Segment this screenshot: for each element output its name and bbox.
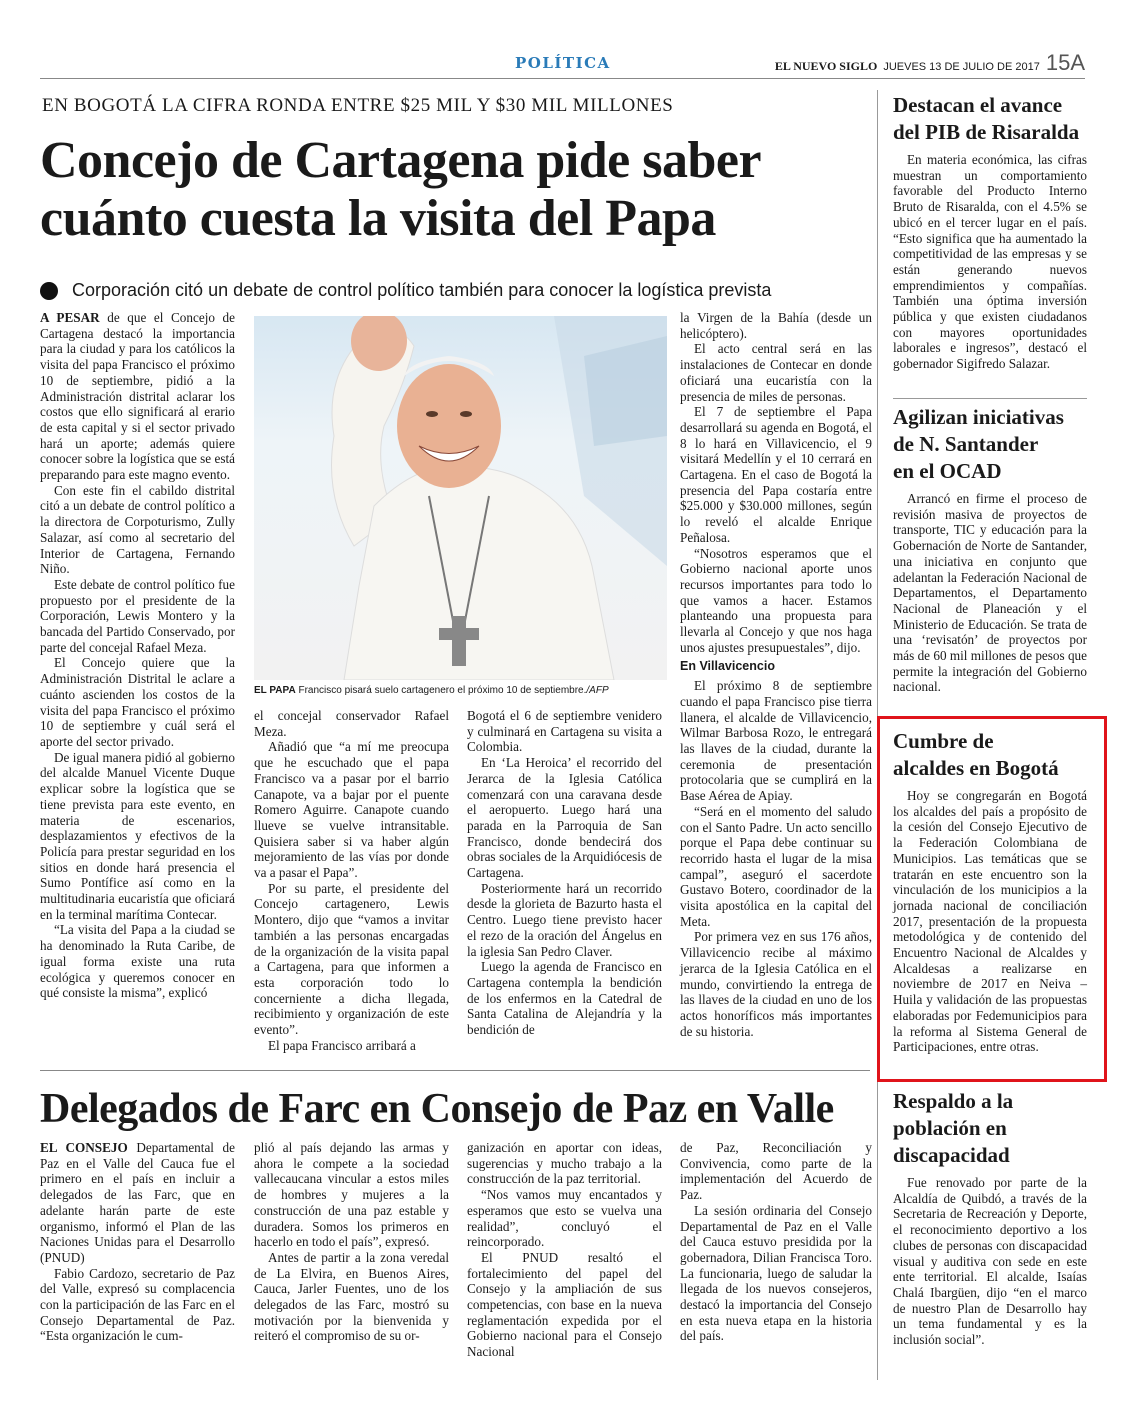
publication-date: JUEVES 13 DE JULIO DE 2017 xyxy=(883,61,1040,73)
paragraph: Añadió que “a mí me preocupa que he escuchado que el papa Francisco va a pasar por el barrio Canapote, va a bajar por el puente Romero Aguirre. Canapote cuando llueve se vuelve intransitable. Quisiera saber si va haber algún mejoramiento de las vías por donde va a pasar el Papa”. xyxy=(254,739,449,881)
paragraph: “Nosotros esperamos que el Gobierno nacional aporte unos recursos importantes para todo lo que vamos a hacer. Estamos planteando una propuesta para llevarla al Concejo y que nos haga unos ajustes presupuestales”, dijo. xyxy=(680,545,872,655)
section-label: POLÍTICA xyxy=(515,54,611,72)
paragraph: Este debate de control político fue propuesto por el presidente de la Corporación, Lewis Montero y la bancada del Partido Conservado, por parte del concejal Rafael Meza. xyxy=(40,576,235,655)
paragraph: De igual manera pidió al gobierno del alcalde Manuel Vicente Duque explicar sobre la logística que se tiene prevista para este evento, en materia de escenarios, desplazamientos y efectivos de la Policía para prestar seguridad en los sitios en donde hará presencia el Sumo Pontífice así como en la multitudinaria eucaristía que oficiará en la terminal marítima Contecar. xyxy=(40,749,235,922)
main-col-3 xyxy=(467,708,662,1038)
second-col-2 xyxy=(254,1140,449,1344)
main-headline xyxy=(40,132,860,248)
sidebar-item-discapacidad xyxy=(893,1088,1087,1348)
sidebar-item-cumbre xyxy=(893,728,1087,1055)
paragraph: Con este fin el cabildo distrital citó a un debate de control político a la directora de Corpoturismo, Zully Salazar, así como al secretario del Interior de Cartagena, Fernando Niño. xyxy=(40,482,235,577)
header-rule xyxy=(40,78,1085,79)
paragraph: Fabio Cardozo, secretario de Paz del Valle, expresó su complacencia con la participación de las Farc en el Consejo Departamental de Paz. “Esta organización le cum- xyxy=(40,1265,235,1344)
main-col-1 xyxy=(40,310,235,1001)
sidebar-title xyxy=(893,728,1087,782)
sidebar-divider xyxy=(893,398,1087,399)
sidebar-body: Hoy se congregarán en Bogotá los alcaldes del país a propósito de la cesión del Consejo Ejecutivo de la Federación Colombiana de Municipios. Las temáticas que se tratarán en este encuentro son la vinculación de los municipios a la jornada nacional de conciliación 2017, presentación de la propuesta metodológica y de contenido del Encuentro Nacional de Alcaldes y Alcaldesas a realizarse en noviembre de 2017 en Neiva – Huila y validación de las propuestas elaboradas por Fedemunicipios para la reforma al Sistema General de Participaciones, entre otras. xyxy=(893,788,1087,1055)
paragraph: Posteriormente hará un recorrido desde la glorieta de Bazurto hasta el Centro. Luego tiene previsto hacer el rezo de la oración del Ángelus en la iglesia San Pedro Claver. xyxy=(467,880,662,959)
paragraph: ganización en aportar con ideas, sugerencias y mucho trabajo a la construcción de la paz territorial. xyxy=(467,1140,662,1187)
main-headline-line1: Concejo de Cartagena pide saber xyxy=(40,132,762,189)
paragraph: La sesión ordinaria del Consejo Departamental de Paz en el Valle del Cauca estuvo presidida por la gobernadora, Dilian Francisca Toro. La funcionaria, luego de saludar la llegada de los nuevos consejeros, destacó la importancia del Consejo en esta nueva etapa en la historia del país. xyxy=(680,1202,872,1344)
paragraph xyxy=(40,1140,235,1266)
sidebar-title xyxy=(893,1088,1087,1169)
paragraph: “Nos vamos muy encantados y esperamos que esto se vuelva una realidad”, concluyó el reincorporado. xyxy=(467,1187,662,1250)
paragraph: plió al país dejando las armas y ahora le compete a la sociedad vallecaucana vincular a estos miles de hombres y mujeres a la construcción de una paz estable y duradera. Somos los primeros en hacerlo en todo el país”, expresó. xyxy=(254,1140,449,1250)
sidebar-title-line: Cumbre de xyxy=(893,729,994,753)
sidebar-title-line: en el OCAD xyxy=(893,459,1002,483)
paragraph-text: de que el Concejo de Cartagena destacó la importancia para la ciudad y para los católicos la visita del papa Francisco el próximo 10 de septiembre, pidió a la Administración distrital aclarar los costos que ello significará al erario de esta capital y si el sector privado hará un aporte; además quiere conocer sobre la logística que se está preparando para este magno evento. xyxy=(40,310,235,483)
sidebar-body: Fue renovado por parte de la Alcaldía de Quibdó, a través de la Secretaria de Recreación y Deporte, el reconocimiento deportivo a los clubes de personas con discapacidad visual y auditiva con sede en este ente territorial. El alcalde, Isaías Chalá Ibargüen, dijo “en el marco de nuestro Plan de Desarrollo hay un tema fundamental y es la inclusión social”. xyxy=(893,1175,1087,1348)
paragraph: Bogotá el 6 de septiembre venidero y culminará en Cartagena su visita a Colombia. xyxy=(467,708,662,755)
paragraph: Luego la agenda de Francisco en Cartagena contempla la bendición de los enfermos en la Catedral de Santa Catalina de Alejandría y la bendición de xyxy=(467,959,662,1038)
paragraph: El próximo 8 de septiembre cuando el papa Francisco pise tierra llanera, el alcalde de Villavicencio, Wilmar Barbosa Rozo, le entregará las llaves de la ciudad, durante la ceremonia de presentación protocolaria que se cumplirá en la Base Aérea de Apiay. xyxy=(680,678,872,804)
photo-caption xyxy=(254,685,667,696)
main-deck xyxy=(40,280,771,301)
main-col-4 xyxy=(680,310,872,1039)
sidebar-title-line: Destacan el avance xyxy=(893,93,1063,117)
sidebar-title-line: Agilizan iniciativas xyxy=(893,405,1064,429)
publication-name: EL NUEVO SIGLO xyxy=(774,59,878,73)
caption-text: Francisco pisará suelo cartagenero el próximo 10 de septiembre. xyxy=(295,685,587,696)
main-kicker: EN BOGOTÁ LA CIFRA RONDA ENTRE $25 MIL Y $30 MIL MILLONES xyxy=(42,95,674,116)
main-headline-line2: cuánto cuesta la visita del Papa xyxy=(40,190,716,247)
sidebar-title-line: alcaldes en Bogotá xyxy=(893,756,1059,780)
paragraph xyxy=(40,310,235,483)
sidebar-title-line: de N. Santander xyxy=(893,432,1039,456)
paragraph: En ‘La Heroica’ el recorrido del Jerarca de la Iglesia Católica comenzará con una caravana desde el aeropuerto. Luego hará una parada en la Parroquia de San Francisco, donde bendecirá dos obras sociales de la Arquidiócesis de Cartagena. xyxy=(467,755,662,881)
paragraph: la Virgen de la Bahía (desde un helicóptero). xyxy=(680,310,872,341)
bullet-icon xyxy=(40,282,58,300)
paragraph: El Concejo quiere que la Administración Distrital le aclare a cuánto ascienden los costos de la visita del papa Francisco el próximo 10 de septiembre y cuál será el aporte del sector privado. xyxy=(40,655,235,749)
sidebar-title-line: del PIB de Risaralda xyxy=(893,120,1080,144)
second-headline: Delegados de Farc en Consejo de Paz en Valle xyxy=(40,1086,834,1132)
paragraph: de Paz, Reconciliación y Convivencia, como parte de la implementación del Acuerdo de Paz. xyxy=(680,1140,872,1203)
sidebar-title-line: Respaldo a la xyxy=(893,1089,1014,1113)
sidebar-title-line: población en xyxy=(893,1116,1007,1140)
sidebar-item-santander xyxy=(893,404,1087,695)
paragraph: “La visita del Papa a la ciudad se ha denominado la Ruta Caribe, de igual forma existe una ruta ecológica y queremos conocer en qué consiste la misma”, explicó xyxy=(40,922,235,1001)
second-col-1 xyxy=(40,1140,235,1344)
paragraph: el concejal conservador Rafael Meza. xyxy=(254,708,449,739)
lead-word: A PESAR xyxy=(40,310,100,325)
sidebar-item-risaralda xyxy=(893,92,1087,372)
pope-illustration xyxy=(254,316,667,680)
paragraph: El acto central será en las instalaciones de Contecar en donde oficiará una eucaristía con la presencia de miles de personas. xyxy=(680,341,872,404)
paragraph: Por su parte, el presidente del Concejo cartagenero, Lewis Montero, dijo que “vamos a invitar también a las personas encargadas de la organización de la visita papal a Cartagena, para que informen a esta corporación todo lo concerniente a dicha llegada, recibimiento y organización de este evento”. xyxy=(254,880,449,1038)
subheading: En Villavicencio xyxy=(680,659,775,674)
paragraph: “Será en el momento del saludo con el Santo Padre. Un acto sencillo porque el Papa debe continuar su recorrido hasta el lugar de la misa campal”, aseguró el sacerdote Gustavo Botero, coordinador de la visita apostólica en la capital del Meta. xyxy=(680,803,872,929)
second-col-4 xyxy=(680,1140,872,1344)
sidebar-body: Arrancó en firme el proceso de revisión masiva de proyectos de transporte, TIC y educación para la Gobernación de Norte de Santander, una iniciativa en conjunto que adelantan la Federación Nacional de Departamentos, el Departamento Nacional de Planeación y el Ministerio de Educación. Se trata de una ‘revisatón’ de proyectos por más de 60 mil millones de pesos que permite la integración del Gobierno nacional. xyxy=(893,491,1087,695)
pope-photo xyxy=(254,316,667,680)
paragraph: El papa Francisco arribará a xyxy=(268,1037,416,1053)
paragraph: El PNUD resaltó el fortalecimiento del papel del Consejo y la ampliación de sus competencias, con base en la nueva reglamentación expedida por el Gobierno nacional para el Consejo Nacional xyxy=(467,1249,662,1360)
story-divider xyxy=(40,1070,870,1071)
paragraph: Antes de partir a la zona veredal de La Elvira, en Buenos Aires, Cauca, Jarler Fuentes, uno de los delegados de las Farc, mostró su motivación por la bienvenida y reiteró el compromiso de su or- xyxy=(254,1249,449,1344)
main-col-2 xyxy=(254,708,449,1053)
paragraph: Por primera vez en sus 176 años, Villavicencio recibe al máximo jerarca de la Iglesia Católica en el mundo, convirtiendo la entrega de las llaves de la ciudad en uno de los actos honoríficos más importantes de su historia. xyxy=(680,929,872,1039)
second-col-3 xyxy=(467,1140,662,1360)
paragraph-text: Departamental de Paz en el Valle del Cauca fue el primero en el país en incluir a delegados de las Farc, que en adelante harán parte de este organismo, informó el Plan de las Naciones Unidas para el Desarrollo (PNUD) xyxy=(40,1140,235,1265)
sidebar-body: En materia económica, las cifras muestran un comportamiento favorable del Producto Interno Bruto de Risaralda, con el 4.5% se ubicó en el tercer lugar en el país. “Esto significa que ha aumentado la competitividad de las empresas y se están generando nuevos emprendimientos y compañías. También una óptima inversión pública y que existen ciudadanos con mayores oportunidades laborales e ingresos”, destacó el gobernador Sigifredo Salazar. xyxy=(893,152,1087,372)
caption-lead: EL PAPA xyxy=(254,685,296,696)
sidebar-title xyxy=(893,92,1087,146)
lead-word: EL CONSEJO xyxy=(40,1140,128,1155)
paragraph: El 7 de septiembre el Papa desarrollará su agenda en Bogotá, el 8 lo hará en Villavicencio, el 9 visitará Medellín y el 10 cerrará en Cartagena. En el caso de Bogotá la presencia del Papa costaría entre $25.000 y $30.000 millones, según lo reveló el alcalde Enrique Peñalosa. xyxy=(680,404,872,545)
photo-credit: /AFP xyxy=(586,685,609,696)
masthead xyxy=(775,50,1085,76)
sidebar-title-line: discapacidad xyxy=(893,1143,1010,1167)
sidebar-title xyxy=(893,404,1087,485)
page-number: 15A xyxy=(1045,50,1085,75)
main-deck-text: Corporación citó un debate de control político también para conocer la logística prevista xyxy=(72,280,772,300)
